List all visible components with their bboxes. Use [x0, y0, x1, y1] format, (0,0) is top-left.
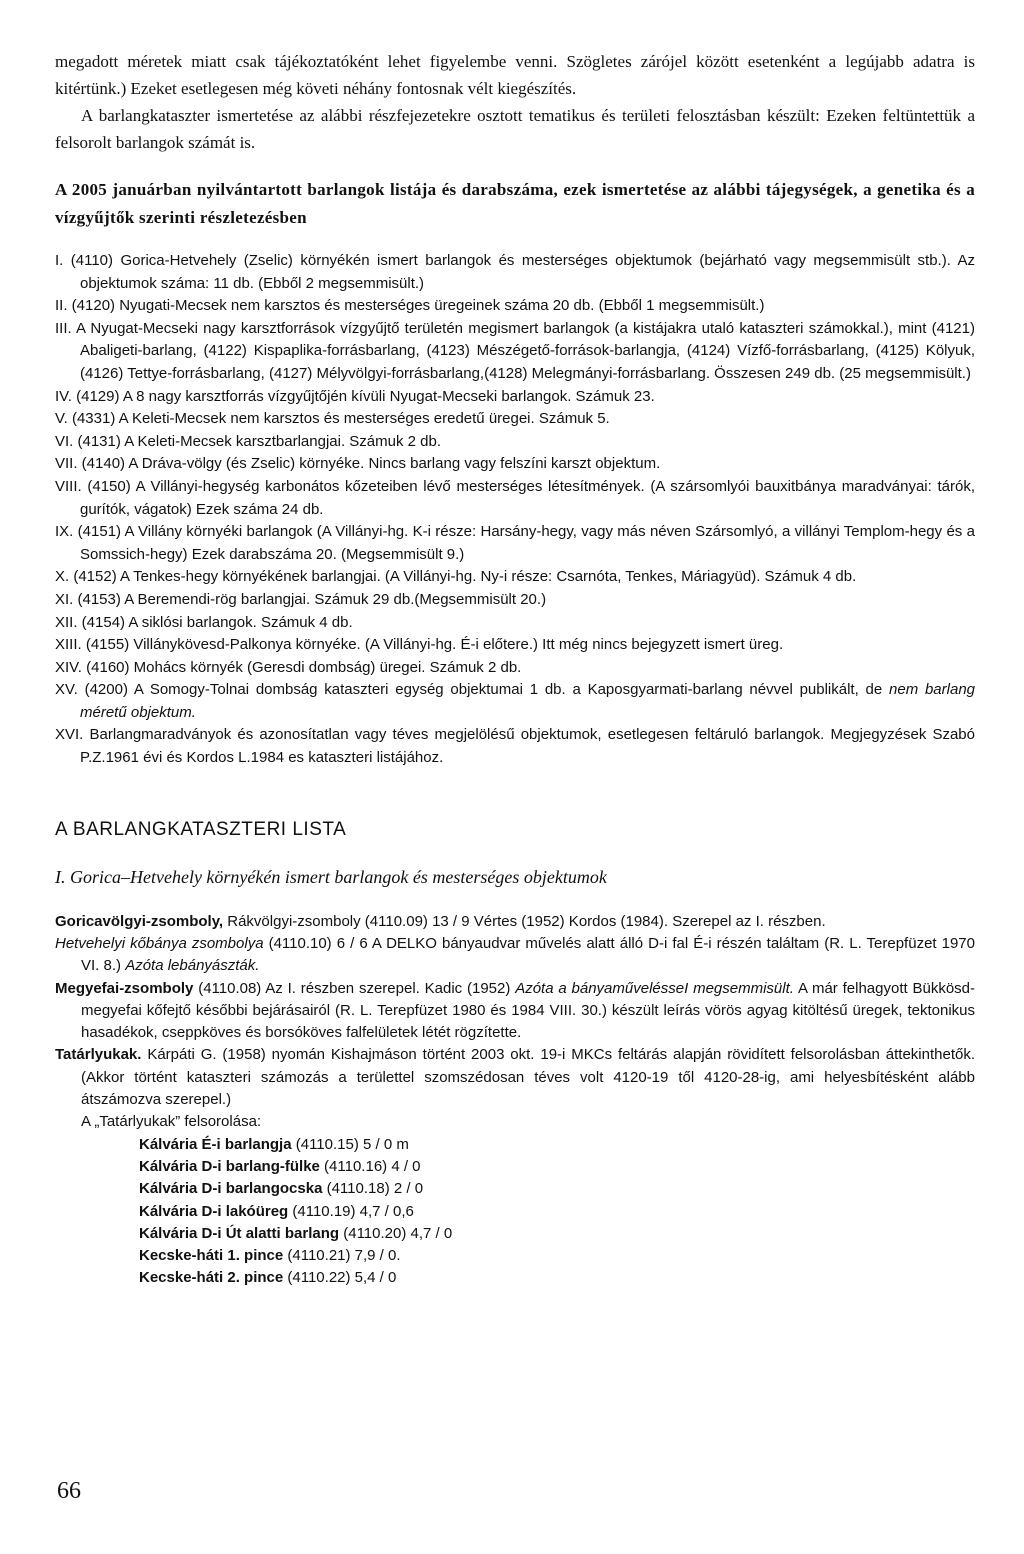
item-values: (4110.20) 4,7 / 0: [339, 1224, 453, 1242]
entry-text: Rákvölgyi-zsomboly (4110.09) 13 / 9 Vértes (1952) Kordos (1984). Szerepel az I. részben.: [223, 912, 826, 930]
unit-item-vi: VI. (4131) A Keleti-Mecsek karsztbarlangjai. Számuk 2 db.: [55, 432, 442, 450]
intro-text: [55, 48, 975, 156]
unit-list: [55, 250, 975, 770]
document-page: [55, 48, 975, 1290]
list-item: [139, 1267, 975, 1289]
item-values: (4110.19) 4,7 / 0,6: [288, 1202, 414, 1220]
item-values: (4110.22) 5,4 / 0: [283, 1269, 397, 1287]
entry-goricavolgyi: [55, 911, 975, 933]
intro-paragraph-1: megadott méretek miatt csak tájékoztatóként lehet figyelembe venni. Szögletes zárójel között esetenként a legújabb adatra is kitértünk.) Ezeket esetlegesen még követi néhány fontosnak vélt kiegészítés.: [55, 52, 975, 98]
list-item: [139, 1134, 975, 1156]
unit-item-xiii: XIII. (4155) Villánykövesd-Palkonya környéke. (A Villányi-hg. É-i előtere.) Itt még nincs bejegyzett ismert üreg.: [55, 636, 784, 654]
unit-item-xvi: XVI. Barlangmaradványok és azonosítatlan vagy téves megjelölésű objektumok, esetlegesen feltáruló barlangok. Megjegyzések Szabó P.Z.1961 évi és Kordos L.1984 es kataszteri listájához.: [55, 726, 975, 767]
unit-item-ix: IX. (4151) A Villány környéki barlangok (A Villányi-hg. K-i része: Harsány-hegy, vagy más néven Szársomlyó, a villányi Templom-hegy és a Somssich-hegy) Ezek darabszáma 20. (Megsemmisült 9.): [55, 523, 975, 563]
intro-paragraph-2: A barlangkataszter ismertetése az alábbi részfejezetekre osztott tematikus és területi felosztásban készült: Ezeken feltüntettük a felsorolt barlangok számát is.: [55, 106, 975, 152]
entry-text: (4110.08) Az I. részben szerepel. Kadic (1952): [193, 979, 516, 997]
unit-item-xiv: XIV. (4160) Mohács környék (Geresdi dombság) üregei. Számuk 2 db.: [55, 658, 522, 676]
entry-name: Megyefai-zsomboly: [55, 979, 194, 997]
item-values: (4110.21) 7,9 / 0.: [283, 1247, 401, 1265]
unit-item-xv-text: XV. (4200) A Somogy-Tolnai dombság kataszteri egység objektumai 1 db. a Kaposgyarmati-barlang névvel publikált, de: [55, 681, 890, 699]
unit-item-xv-italic: nem barlang méretű objektum.: [80, 681, 976, 721]
entry-italic-note: Azóta a bányaművelésseI megsemmisült.: [515, 979, 794, 997]
entry-hetvehelyi: [55, 933, 975, 978]
page-number: 66: [57, 1478, 81, 1504]
unit-item-vii: VII. (4140) A Dráva-völgy (és Zselic) környéke. Nincs barlang vagy felszíni karszt objektum.: [55, 455, 661, 473]
tatarlyukak-list-intro: A „Tatárlyukak” felsorolása:: [81, 1113, 262, 1131]
cave-entries: [55, 911, 975, 1290]
item-name: Kálvária D-i lakóüreg: [139, 1202, 289, 1220]
cadastre-list-title: A BARLANGKATASZTERI LISTA: [55, 818, 347, 840]
unit-item-iv: IV. (4129) A 8 nagy karsztforrás vízgyűjtőjén kívüli Nyugat-Mecseki barlangok. Számuk 23.: [55, 387, 655, 405]
entry-name: Hetvehelyi kőbánya zsombolya: [55, 934, 264, 952]
unit-item-i: I. (4110) Gorica-Hetvehely (Zselic) környékén ismert barlangok és mesterséges objektumok (bejárható vagy megsemmisült stb.). Az objektumok száma: 11 db. (Ebből 2 megsemmisült.): [55, 252, 975, 292]
item-values: (4110.15) 5 / 0 m: [291, 1135, 409, 1153]
item-name: Kálvária É-i barlangja: [139, 1135, 292, 1153]
unit-item-viii: VIII. (4150) A Villányi-hegység karbonátos kőzeteiben lévő mesterséges létesítmények. (A szársomlyói bauxitbánya maradványai: tárók, gurítók, vágatok) Ezek száma 24 db.: [55, 477, 975, 518]
unit-item-v: V. (4331) A Keleti-Mecsek nem karsztos és mesterséges eredetű üregei. Számuk 5.: [55, 410, 610, 428]
list-item: [139, 1156, 975, 1178]
list-summary-heading: A 2005 januárban nyilvántartott barlangok listája és darabszáma, ezek ismertetése az alábbi tájegységek, a genetika és a vízgyűjtők szerinti részletezésben: [55, 180, 975, 227]
item-values: (4110.16) 4 / 0: [319, 1157, 421, 1175]
item-name: Kálvária D-i barlangocska: [139, 1180, 323, 1198]
list-item: [139, 1178, 975, 1200]
unit-item-x: X. (4152) A Tenkes-hegy környékének barlangjai. (A Villányi-hg. Ny-i része: Csarnóta, Tenkes, Máriagyüd). Számuk 4 db.: [55, 568, 857, 586]
unit-item-iii: III. A Nyugat-Mecseki nagy karsztforrások vízgyűjtő területén megismert barlangok (a kistájakra utaló kataszteri számokkal.), mint (4121) Abaligeti-barlang, (4122) Kispaplika-forrásbarlang, (4123) Mészégető-források-barlangja, (4124) Vízfő-forrásbarlang, (4125) Kölyuk, (4126) Tettye-forrásbarlang, (4127) Mélyvölgyi-forrásbarlang,(4128) Melegmányi-forrásbarlang. Összesen 249 db. (25 megsemmisült.): [55, 319, 975, 382]
entry-tatarlyukak: [55, 1044, 975, 1111]
list-item: [139, 1201, 975, 1223]
list-item: [139, 1245, 975, 1267]
item-name: Kecske-háti 1. pince: [139, 1247, 284, 1265]
entry-text: Kárpáti G. (1958) nyomán Kishajmáson történt 2003 okt. 19-i MKCs feltárás alapján rövidített felsorolásban áttekinthetők. (Akkor történt kataszteri számozás a területtel szomszédosan téves volt 4120-19 től 4120-28-ig, ami helyesbítésként alább átszámozva szerepel.): [81, 1046, 975, 1109]
unit-item-xii: XII. (4154) A siklósi barlangok. Számuk 4 db.: [55, 613, 353, 631]
section-title: I. Gorica–Hetvehely környékén ismert barlangok és mesterséges objektumok: [55, 866, 607, 887]
list-item: [139, 1223, 975, 1245]
entry-italic-note: Azóta lebányászták.: [125, 957, 260, 975]
item-name: Kecske-háti 2. pince: [139, 1269, 284, 1287]
item-name: Kálvária D-i Út alatti barlang: [139, 1224, 340, 1242]
entry-name: Goricavölgyi-zsomboly,: [55, 912, 224, 930]
item-name: Kálvária D-i barlang-fülke: [139, 1157, 320, 1175]
tatarlyukak-list: [55, 1134, 975, 1290]
entry-text-continued: A már felhagyott Bükkösd-megyefai kőfejtő későbbi bejárásairól (R. L. Terepfüzet 1980 és 1984 VIII. 30.) készült leírás vörös agyag kitöltésű üregek, tektonikus hasadékok, cseppköves és borsóköves falfelületek létét rögzítette.: [81, 979, 975, 1042]
unit-item-xv: [55, 679, 975, 724]
entry-megyefai: [55, 978, 975, 1045]
item-values: (4110.18) 2 / 0: [322, 1180, 424, 1198]
entry-text: (4110.10) 6 / 6 A DELKO bányaudvar művelés alatt álló D-i fal É-i részén találtam (R. L. Terepfüzet 1970 VI. 8.): [81, 934, 975, 975]
entry-name: Tatárlyukak.: [55, 1046, 142, 1064]
unit-item-ii: II. (4120) Nyugati-Mecsek nem karsztos és mesterséges üregeinek száma 20 db. (Ebből 1 megsemmisült.): [55, 297, 765, 315]
unit-item-xi: XI. (4153) A Beremendi-rög barlangjai. Számuk 29 db.(Megsemmisült 20.): [55, 590, 547, 608]
